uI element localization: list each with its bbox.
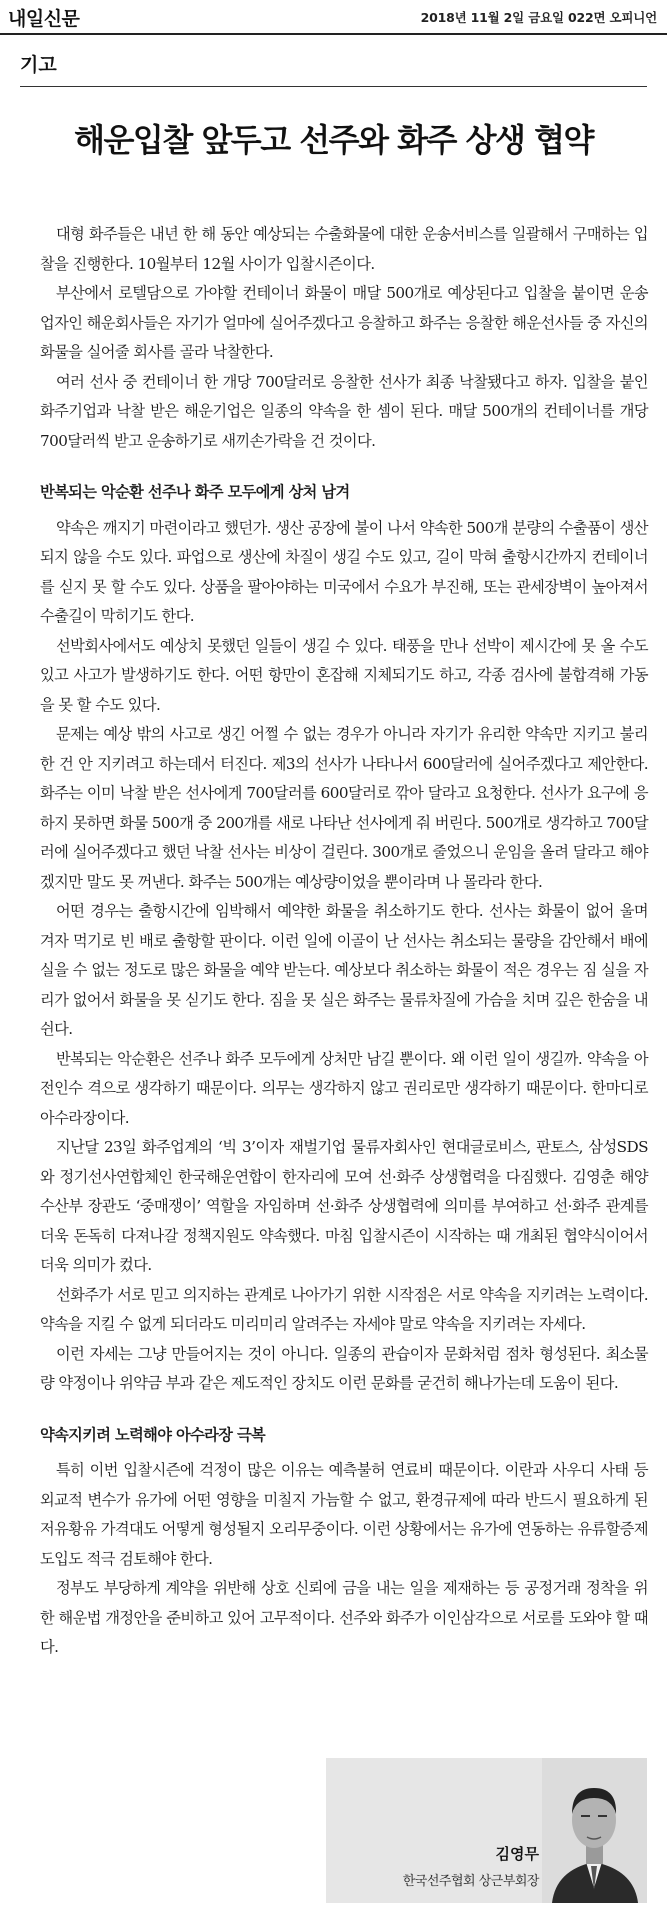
author-name: 김영무 <box>495 1845 539 1863</box>
section-label: 기고 <box>20 54 57 76</box>
article-paragraph: 선화주가 서로 믿고 의지하는 관계로 나아가기 위한 시작점은 서로 약속을 지키려는 노력이다. 약속을 지킬 수 없게 되더라도 미리미리 알려주는 자세야 말로 약속을 지키려는 자세다. <box>40 1285 648 1333</box>
headline: 해운입찰 앞두고 선주와 화주 상생 협약 <box>74 121 593 159</box>
article-paragraph: 여러 선사 중 컨테이너 한 개당 700달러로 응찰한 선사가 최종 낙찰됐다고 하자. 입찰을 붙인 화주기업과 낙찰 받은 해운기업은 일종의 약속을 한 셈이 된다. 매달 500개의 컨테이너를 개당 700달러씩 받고 운송하기로 새끼손가락을 건 것이다. <box>40 372 648 450</box>
article-paragraph: 이런 자세는 그냥 만들어지는 것이 아니다. 일종의 관습이자 문화처럼 점차 형성된다. 최소물량 약정이나 위약금 부과 같은 제도적인 장치도 이런 문화를 굳건히 해나가는데 도움이 된다. <box>40 1344 648 1392</box>
masthead <box>0 0 667 34</box>
newspaper-logo: 내일신문 <box>8 8 80 30</box>
article-paragraph: 어떤 경우는 출항시간에 임박해서 예약한 화물을 취소하기도 한다. 선사는 화물이 없어 울며 겨자 먹기로 빈 배로 출항할 판이다. 이런 일에 이골이 난 선사는 취소되는 물량을 감안해서 배에 실을 수 없는 정도로 많은 화물을 예약 받는다. 예상보다 취소하는 화물이 적은 경우는 짐 실을 자리가 없어서 화물을 못 싣기도 한다. 짐을 못 실은 화주는 물류차질에 가슴을 치며 깊은 한숨을 내쉰다. <box>40 902 648 1038</box>
article-body <box>40 220 648 1663</box>
author-portrait <box>542 1758 647 1903</box>
dateline: 2018년 11월 2일 금요일 022면 오피니언 <box>420 10 657 25</box>
article-paragraph: 지난달 23일 화주업계의 ‘빅 3’이자 재벌기업 물류자회사인 현대글로비스, 판토스, 삼성SDS와 정기선사연합체인 한국해운연합이 한자리에 모여 선·화주 상생협력을 다짐했다. 김영춘 해양수산부 장관도 ‘중매쟁이’ 역할을 자임하며 선·화주 상생협력에 의미를 부여하고 선·화주 관계를 더욱 돈독히 다져나갈 정책지원도 약속했다. 마침 입찰시즌이 시작하는 때 개최된 협약식이어서 더욱 의미가 컸다. <box>40 1138 648 1274</box>
article-subheading: 약속지키려 노력해야 아수라장 극복 <box>40 1425 266 1444</box>
article-paragraph: 대형 화주들은 내년 한 해 동안 예상되는 수출화물에 대한 운송서비스를 일괄해서 구매하는 입찰을 진행한다. 10월부터 12월 사이가 입찰시즌이다. <box>40 225 648 273</box>
article-paragraph: 약속은 깨지기 마련이라고 했던가. 생산 공장에 불이 나서 약속한 500개 분량의 수출품이 생산되지 않을 수도 있다. 파업으로 생산에 차질이 생길 수도 있고, 길이 막혀 출항시간까지 컨테이너를 싣지 못 할 수도 있다. 상품을 팔아야하는 미국에서 수요가 부진해, 또는 관세장벽이 높아져서 수출길이 막히기도 한다. <box>40 518 648 625</box>
author-box <box>326 1758 647 1903</box>
article-paragraph: 부산에서 로텔담으로 가야할 컨테이너 화물이 매달 500개로 예상된다고 입찰을 붙이면 운송업자인 해운회사들은 자기가 얼마에 실어주겠다고 응찰하고 화주는 응찰한 해운선사들 중 자신의 화물을 실어줄 회사를 골라 낙찰한다. <box>40 284 648 361</box>
article-paragraph: 특히 이번 입찰시즌에 걱정이 많은 이유는 예측불허 연료비 때문이다. 이란과 사우디 사태 등 외교적 변수가 유가에 어떤 영향을 미칠지 가늠할 수 없고, 환경규제에 따라 반드시 필요하게 된 저유황유 가격대도 어떻게 형성될지 오리무중이다. 이런 상황에서는 유가에 연동하는 유류할증제 도입도 적극 검토해야 한다. <box>40 1461 648 1568</box>
article-paragraph: 문제는 예상 밖의 사고로 생긴 어쩔 수 없는 경우가 아니라 자기가 유리한 약속만 지키고 불리한 건 안 지키려고 하는데서 터진다. 제3의 선사가 나타나서 600달러에 실어주겠다고 제안한다. 화주는 이미 낙찰 받은 선사에게 700달러를 600달러로 깎아 달라고 요청한다. 선사가 요구에 응하지 못하면 화물 500개 중 200개를 새로 나타난 선사에게 줘 버린다. 500개로 생각하고 700달러에 실어주겠다고 했던 낙찰 선사는 비상이 걸린다. 300개로 줄었으니 운임을 올려 달라고 해야겠지만 말도 못 꺼낸다. 화주는 500개는 예상량이었을 뿐이라며 나 몰라라 한다. <box>40 725 648 891</box>
article-paragraph: 정부도 부당하게 계약을 위반해 상호 신뢰에 금을 내는 일을 제재하는 등 공정거래 정착을 위한 해운법 개정안을 준비하고 있어 고무적이다. 선주와 화주가 이인삼각으로 서로를 도와야 할 때다. <box>40 1579 648 1656</box>
article-paragraph: 반복되는 악순환은 선주나 화주 모두에게 상처만 남길 뿐이다. 왜 이런 일이 생길까. 약속을 아전인수 격으로 생각하기 때문이다. 의무는 생각하지 않고 권리로만 생각하기 때문이다. 한마디로 아수라장이다. <box>40 1049 648 1127</box>
section-rule <box>20 86 647 87</box>
article-subheading: 반복되는 악순환 선주나 화주 모두에게 상처 남겨 <box>40 483 350 501</box>
author-title: 한국선주협회 상근부회장 <box>402 1874 539 1889</box>
article-paragraph: 선박회사에서도 예상치 못했던 일들이 생길 수 있다. 태풍을 만나 선박이 제시간에 못 올 수도 있고 사고가 발생하기도 한다. 어떤 항만이 혼잡해 지체되기도 하고, 각종 검사에 불합격해 가동을 못 할 수도 있다. <box>40 636 648 714</box>
top-rule <box>0 33 667 35</box>
